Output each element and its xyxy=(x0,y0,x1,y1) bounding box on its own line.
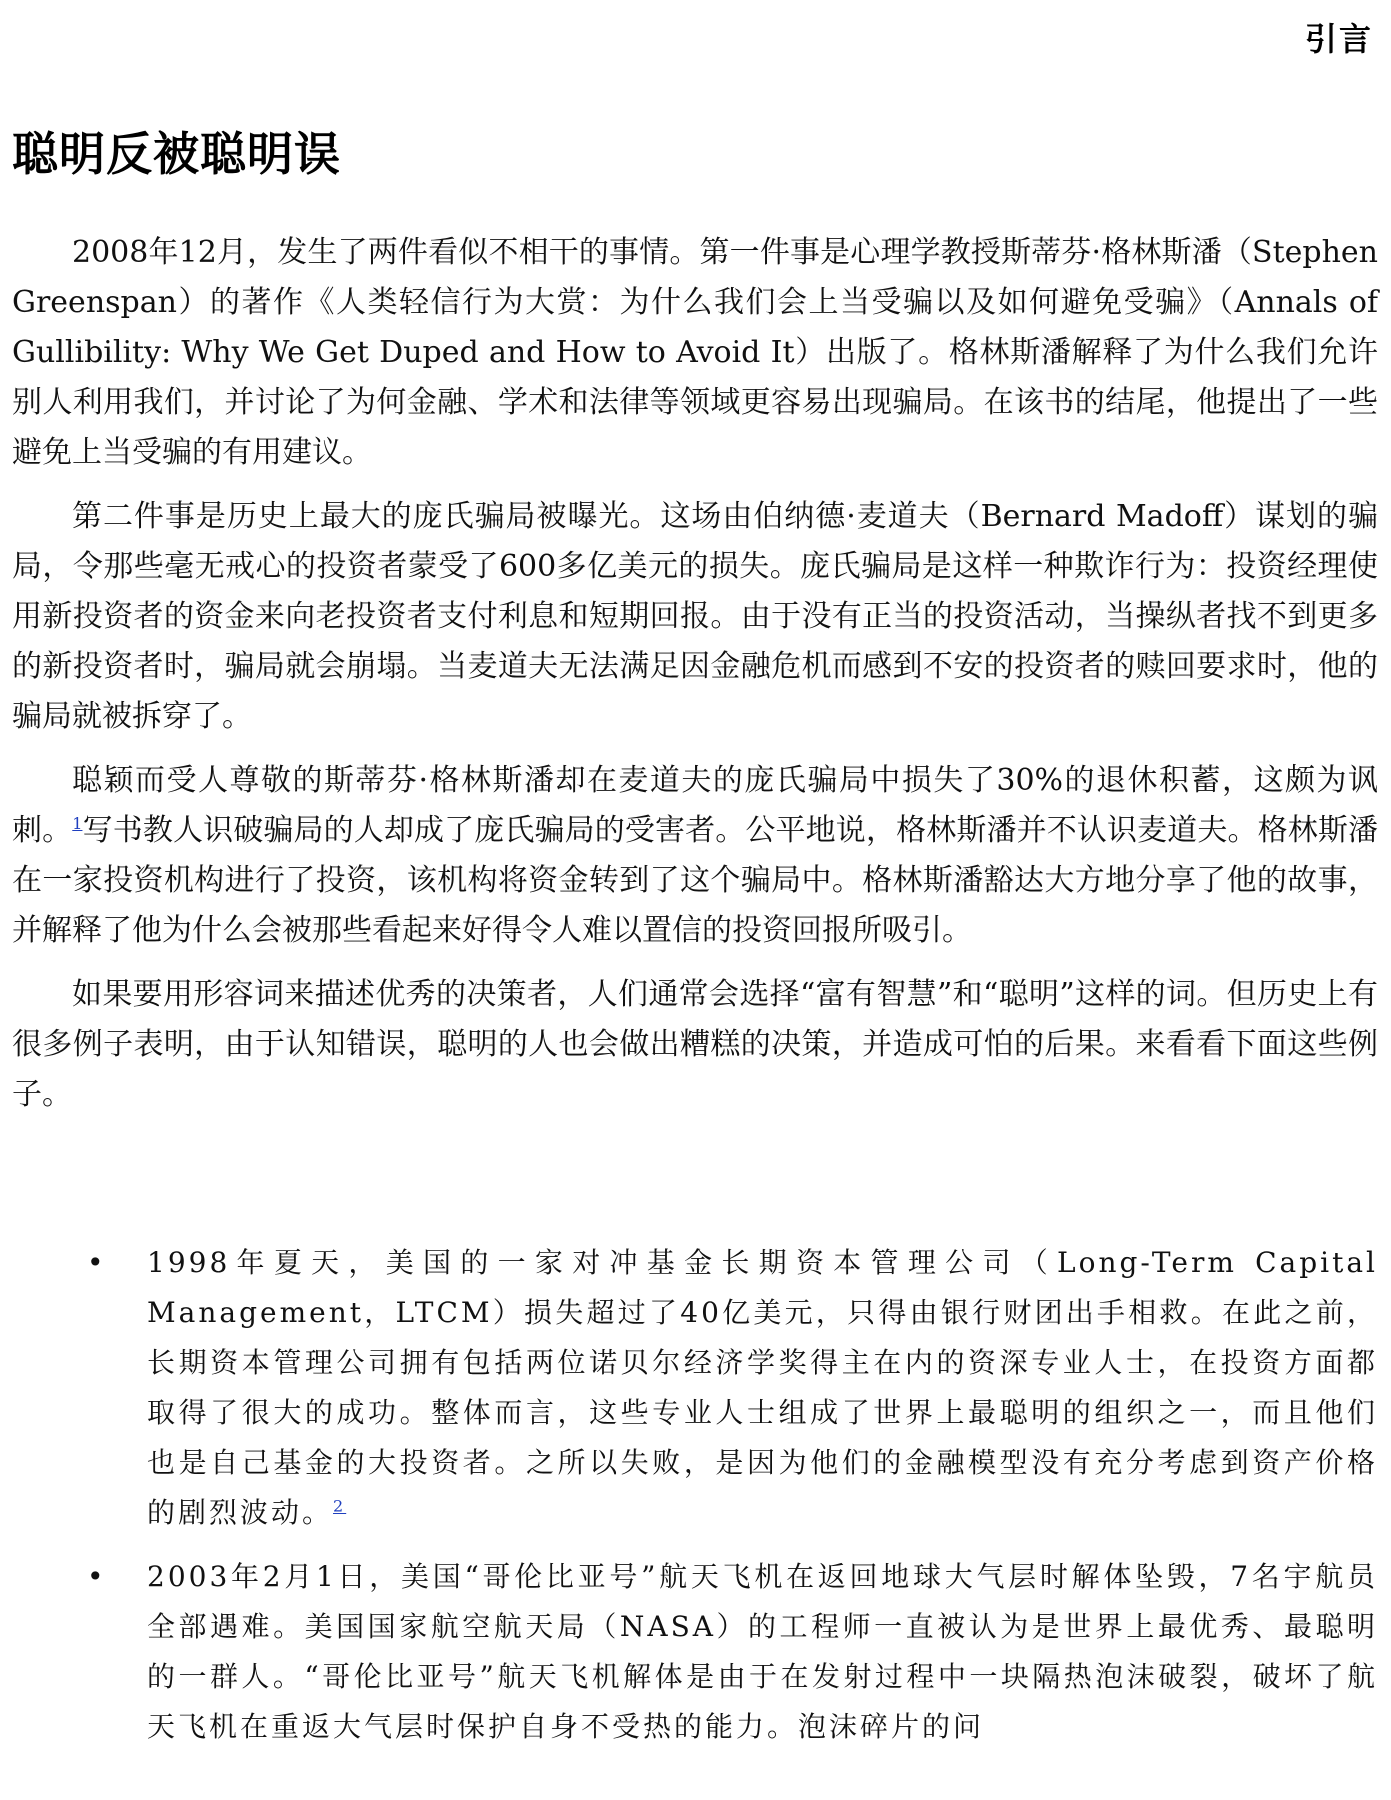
footnote-link-1[interactable]: 1 xyxy=(72,814,83,833)
example-list xyxy=(12,1238,1378,1766)
paragraph-1: 2008年12月，发生了两件看似不相干的事情。第一件事是心理学教授斯蒂芬·格林斯潘（Stephen Greenspan）的著作《人类轻信行为大赏：为什么我们会上当受骗以及如何避免受骗》（Annals of Gullibility: Why We Get Duped and How to Avoid It）出版了。格林斯潘解释了为什么我们允许别人利用我们，并讨论了为何金融、学术和法律等领域更容易出现骗局。在该书的结尾，他提出了一些避免上当受骗的有用建议。 xyxy=(12,235,1378,470)
bullet-icon: • xyxy=(87,1560,107,1593)
running-header: 引言 xyxy=(1304,20,1373,58)
bullet-icon: • xyxy=(87,1246,107,1279)
paragraph-3 xyxy=(12,756,1378,956)
body-text xyxy=(12,228,1378,1134)
list-item-text: 2003年2月1日，美国“哥伦比亚号”航天飞机在返回地球大气层时解体坠毁，7名宇航员全部遇难。美国国家航空航天局（NASA）的工程师一直被认为是世界上最优秀、最聪明的一群人。“哥伦比亚号”航天飞机解体是由于在发射过程中一块隔热泡沫破裂，破坏了航天飞机在重返大气层时保护自身不受热的能力。泡沫碎片的问 xyxy=(147,1560,1378,1743)
paragraph-3-text-before: 聪颖而受人尊敬的斯蒂芬·格林斯潘却在麦道夫的庞氏骗局中损失了30%的退休积蓄，这颇为讽刺。 xyxy=(12,763,1378,848)
list-item xyxy=(12,1552,1378,1752)
list-item xyxy=(12,1238,1378,1538)
paragraph-4: 如果要用形容词来描述优秀的决策者，人们通常会选择“富有智慧”和“聪明”这样的词。但历史上有很多例子表明，由于认知错误，聪明的人也会做出糟糕的决策，并造成可怕的后果。来看看下面这些例子。 xyxy=(12,977,1378,1112)
footnote-link-2[interactable]: 2 xyxy=(333,1496,347,1516)
paragraph-3-text-after: 写书教人识破骗局的人却成了庞氏骗局的受害者。公平地说，格林斯潘并不认识麦道夫。格林斯潘在一家投资机构进行了投资，该机构将资金转到了这个骗局中。格林斯潘豁达大方地分享了他的故事，并解释了他为什么会被那些看起来好得令人难以置信的投资回报所吸引。 xyxy=(12,813,1379,948)
paragraph-2: 第二件事是历史上最大的庞氏骗局被曝光。这场由伯纳德·麦道夫（Bernard Madoff）谋划的骗局，令那些毫无戒心的投资者蒙受了600多亿美元的损失。庞氏骗局是这样一种欺诈行为：投资经理使用新投资者的资金来向老投资者支付利息和短期回报。由于没有正当的投资活动，当操纵者找不到更多的新投资者时，骗局就会崩塌。当麦道夫无法满足因金融危机而感到不安的投资者的赎回要求时，他的骗局就被拆穿了。 xyxy=(12,499,1378,734)
chapter-title: 聪明反被聪明误 xyxy=(12,127,341,181)
list-item-text: 1998年夏天，美国的一家对冲基金长期资本管理公司（Long-Term Capital Management，LTCM）损失超过了40亿美元，只得由银行财团出手相救。在此之前，长期资本管理公司拥有包括两位诺贝尔经济学奖得主在内的资深专业人士，在投资方面都取得了很大的成功。整体而言，这些专业人士组成了世界上最聪明的组织之一，而且他们也是自己基金的大投资者。之所以失败，是因为他们的金融模型没有充分考虑到资产价格的剧烈波动。 xyxy=(147,1246,1378,1529)
